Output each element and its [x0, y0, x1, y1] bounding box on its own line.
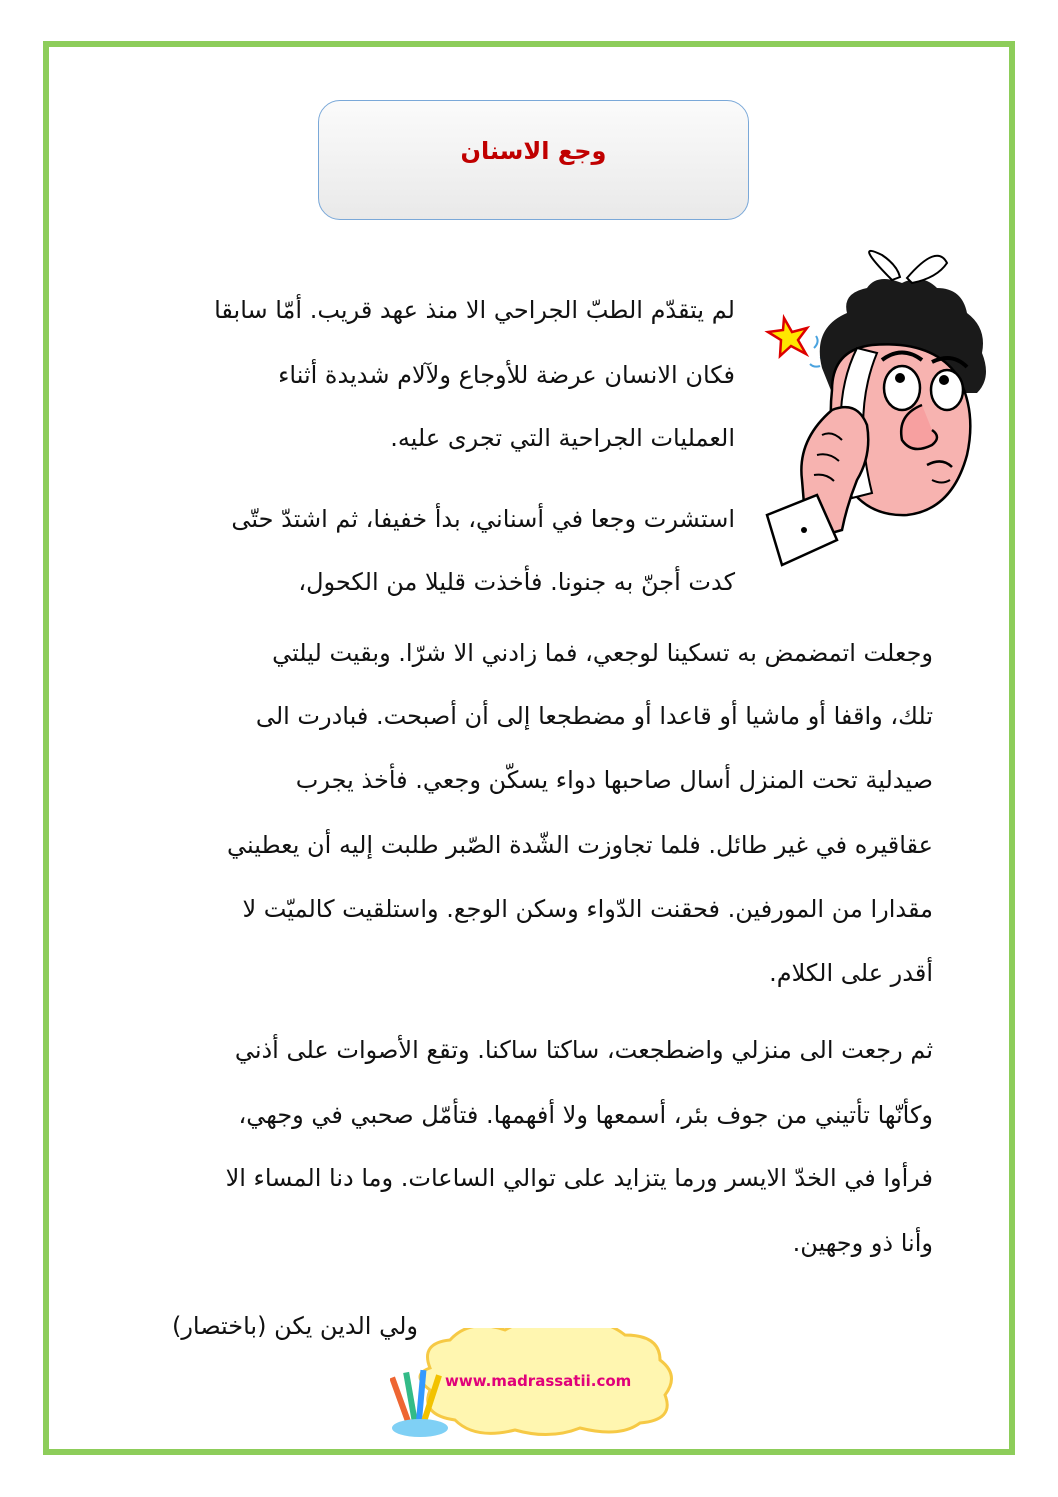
text-line: وأنا ذو وجهين.: [792, 1229, 933, 1257]
text-line: فكان الانسان عرضة للأوجاع ولآلام شديدة أثناء: [278, 361, 735, 389]
text-line: فرأوا في الخدّ الايسر ورما يتزايد على توالي الساعات. وما دنا المساء الا: [225, 1164, 933, 1192]
text-line: ثم رجعت الى منزلي واضطجعت، ساكتا ساكنا. وتقع الأصوات على أذني: [234, 1036, 933, 1064]
text-line: أقدر على الكلام.: [769, 959, 933, 987]
text-line: لم يتقدّم الطبّ الجراحي الا منذ عهد قريب. أمّا سابقا: [214, 296, 735, 324]
logo-url-text[interactable]: www.madrassatii.com: [445, 1372, 632, 1390]
text-line: وجعلت اتمضمض به تسكينا لوجعي، فما زادني الا شرّا. وبقيت ليلتي: [272, 639, 933, 667]
title-box: [318, 100, 749, 220]
page-title: وجع الاسنان: [460, 137, 607, 165]
text-line: صيدلية تحت المنزل أسال صاحبها دواء يسكّن وجعي. فأخذ يجرب: [295, 766, 933, 794]
toothache-illustration: [762, 240, 997, 585]
text-line: عقاقيره في غير طائل. فلما تجاوزت الشّدة الصّبر طلبت إليه أن يعطيني: [226, 831, 933, 859]
text-line: كدت أجنّ به جنونا. فأخذت قليلا من الكحول،: [298, 568, 735, 596]
text-line: استشرت وجعا في أسناني، بدأ خفيفا، ثم اشتدّ حتّى: [231, 505, 735, 533]
text-line: العمليات الجراحية التي تجرى عليه.: [390, 424, 735, 452]
text-line: مقدارا من المورفين. فحقنت الدّواء وسكن الوجع. واستلقيت كالميّت لا: [242, 895, 933, 923]
author-credit: ولي الدين يكن (باختصار): [171, 1312, 418, 1340]
text-line: وكأنّها تأتيني من جوف بئر، أسمعها ولا أفهمها. فتأمّل صحبي في وجهي،: [238, 1101, 933, 1129]
text-line: تلك، واقفا أو ماشيا أو قاعدا أو مضطجعا إلى أن أصبحت. فبادرت الى: [255, 702, 933, 730]
